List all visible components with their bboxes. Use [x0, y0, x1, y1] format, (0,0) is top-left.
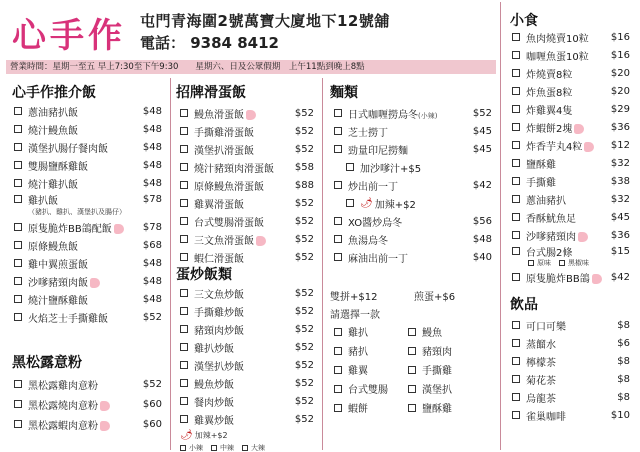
menu-sheet [4, 2, 636, 450]
checkbox[interactable] [14, 259, 22, 267]
list-item[interactable]: 日式咖喱撈烏冬(小辣) $52 [334, 104, 492, 122]
section-title-fried-rice: 蛋炒飯類 [176, 267, 232, 283]
checkbox[interactable] [14, 380, 22, 388]
checkbox[interactable] [180, 235, 188, 243]
checkbox[interactable] [14, 179, 22, 187]
checkbox[interactable] [512, 105, 520, 113]
list-item[interactable]: 台式雙腸滑蛋飯 $52 [180, 212, 314, 230]
list-item[interactable]: 芝士撈丁 $45 [334, 122, 492, 140]
option-item[interactable]: 雞翼 [334, 360, 408, 379]
option-item[interactable]: 雞扒 [334, 322, 408, 341]
checkbox[interactable] [180, 127, 188, 135]
checkbox[interactable] [408, 347, 416, 355]
list-item[interactable]: 雞中翼煎蛋飯 $48 [14, 254, 162, 272]
list-item[interactable]: 手撕雞炒飯 $52 [180, 302, 314, 320]
checkbox[interactable] [408, 404, 416, 412]
list-item[interactable]: 餐肉炒飯 $52 [180, 392, 314, 410]
checkbox[interactable] [346, 199, 354, 207]
list-item[interactable]: 雞翼滑蛋飯 $52 [180, 194, 314, 212]
recommend-hand-icon [90, 278, 100, 288]
checkbox[interactable] [408, 328, 416, 336]
section-title-pasta: 黑松露意粉 [12, 355, 82, 371]
list-item[interactable]: 手撕雞滑蛋飯 $52 [180, 122, 314, 140]
list-item[interactable]: 三文魚滑蛋飯 $52 [180, 230, 314, 248]
recommend-hand-icon [100, 401, 110, 411]
checkbox[interactable] [512, 123, 520, 131]
list-item[interactable]: 麻油出前一丁 $40 [334, 248, 492, 266]
snacks-list [512, 28, 630, 286]
list-item[interactable]: 炸魚蛋8粒 $20 [512, 82, 630, 100]
option-item[interactable]: 鹽酥雞 [408, 398, 478, 417]
recommend-hand-icon [584, 142, 594, 152]
checkbox[interactable] [512, 141, 520, 149]
list-item[interactable]: 勁量印尼撈麵 $45 [334, 140, 492, 158]
checkbox[interactable] [180, 397, 188, 405]
checkbox[interactable] [512, 231, 520, 239]
recommend-hand-icon [246, 110, 256, 120]
list-item[interactable]: 菊花茶 $8 [512, 370, 630, 388]
list-item[interactable]: 黑松露燒肉意粉 $60 [14, 394, 162, 414]
list-item-addon[interactable]: 加沙嗲汁+$5 [334, 158, 492, 176]
checkbox[interactable] [512, 195, 520, 203]
list-item[interactable]: 雞翼炒飯 $52 [180, 410, 314, 428]
checkbox[interactable] [180, 325, 188, 333]
checkbox[interactable] [334, 235, 342, 243]
checkbox[interactable] [14, 241, 22, 249]
checkbox[interactable] [334, 145, 342, 153]
checkbox[interactable] [512, 33, 520, 41]
spicy-addon: 🌶 加辣+$2 [180, 429, 228, 441]
list-item[interactable]: 香酥魷魚足 $45 [512, 208, 630, 226]
checkbox[interactable] [512, 411, 520, 419]
noodles-list [334, 104, 492, 266]
list-item[interactable]: 蒸餾水 $6 [512, 334, 630, 352]
checkbox[interactable] [180, 253, 188, 261]
checkbox[interactable] [180, 199, 188, 207]
checkbox[interactable] [180, 217, 188, 225]
checkbox[interactable] [211, 445, 217, 451]
list-item[interactable]: 雀巢咖啡 $10 [512, 406, 630, 424]
checkbox[interactable] [512, 213, 520, 221]
recommend-hand-icon [100, 421, 110, 431]
list-item[interactable]: XO醬炒烏冬 $56 [334, 212, 492, 230]
list-item[interactable]: 鰻魚炒飯 $52 [180, 374, 314, 392]
list-item[interactable]: 檸檬茶 $8 [512, 352, 630, 370]
option-item[interactable]: 豬頸肉 [408, 341, 478, 360]
checkbox[interactable] [408, 385, 416, 393]
checkbox[interactable] [14, 143, 22, 151]
checkbox[interactable] [14, 161, 22, 169]
list-item[interactable]: 原條鰻魚滑蛋飯 $88 [180, 176, 314, 194]
checkbox[interactable] [512, 51, 520, 59]
checkbox[interactable] [180, 109, 188, 117]
list-item[interactable]: 蝦仁滑蛋飯 $52 [180, 248, 314, 266]
list-item[interactable]: 炒出前一丁 $42 [334, 176, 492, 194]
recommend-hand-icon [574, 124, 584, 134]
section-title-noodles: 麵類 [330, 85, 358, 101]
list-item[interactable]: 炸香芋丸4粒 $12 [512, 136, 630, 154]
list-item[interactable]: 咖喱魚蛋10粒 $16 [512, 46, 630, 64]
checkbox[interactable] [334, 253, 342, 261]
checkbox[interactable] [512, 273, 520, 281]
list-item[interactable]: 漢堡扒腸仔餐肉飯 $48 [14, 138, 162, 156]
checkbox[interactable] [408, 366, 416, 374]
option-item[interactable]: 手撕雞 [408, 360, 478, 379]
list-item[interactable]: 炸蝦餅2塊 $36 [512, 118, 630, 136]
option-item[interactable]: 豬扒 [334, 341, 408, 360]
checkbox[interactable] [512, 375, 520, 383]
list-item[interactable]: 鹽酥雞 $32 [512, 154, 630, 172]
checkbox[interactable] [346, 163, 354, 171]
section-title-recommended: 心手作推介飯 [12, 85, 96, 101]
list-item[interactable]: 蔥油豬扒飯 $48 [14, 102, 162, 120]
sausage-flavor-row: 原味 黑椒味 [512, 258, 630, 268]
list-item[interactable]: 原隻脆炸BB鴿配飯 $78 [14, 218, 162, 236]
checkbox[interactable] [14, 400, 22, 408]
checkbox[interactable] [512, 159, 520, 167]
checkbox[interactable] [14, 223, 22, 231]
section-title-drinks: 飲品 [510, 297, 538, 313]
list-item[interactable]: 雞扒炒飯 $52 [180, 338, 314, 356]
checkbox[interactable] [334, 181, 342, 189]
checkbox[interactable] [180, 163, 188, 171]
item-note: （豬扒、雞扒、漢堡扒及腸仔） [28, 208, 126, 216]
opening-hours-banner: 營業時間：星期一至五 早上7:30至下午9:30 星期六、日及公眾假期 上午11點到晚上8點 [6, 60, 496, 74]
shop-logo: 心手作 [12, 16, 126, 56]
checkbox[interactable] [559, 260, 565, 266]
checkbox[interactable] [14, 295, 22, 303]
recommend-hand-icon [256, 236, 266, 246]
checkbox[interactable] [528, 260, 534, 266]
fried-egg-addon: 煎蛋+$6 [414, 292, 456, 303]
checkbox[interactable] [512, 393, 520, 401]
chili-icon: 🌶 [180, 429, 193, 441]
drinks-list [512, 316, 630, 424]
list-item[interactable]: 可口可樂 $8 [512, 316, 630, 334]
checkbox[interactable] [334, 109, 342, 117]
divider [322, 78, 323, 450]
option-item[interactable]: 蝦餅 [334, 398, 408, 417]
checkbox[interactable] [334, 347, 342, 355]
list-item[interactable]: 雙腸鹽酥雞飯 $48 [14, 156, 162, 174]
list-item[interactable]: 魚肉燒賣10粒 $16 [512, 28, 630, 46]
checkbox[interactable] [180, 415, 188, 423]
checkbox[interactable] [512, 177, 520, 185]
divider [170, 78, 171, 450]
checkbox[interactable] [512, 87, 520, 95]
list-item[interactable]: 手撕雞 $38 [512, 172, 630, 190]
checkbox[interactable] [334, 328, 342, 336]
recommend-hand-icon [578, 232, 588, 242]
list-item[interactable]: 三文魚炒飯 $52 [180, 284, 314, 302]
list-item[interactable]: 台式腸2條 $15 [512, 244, 630, 258]
chili-icon: 🌶 [360, 197, 373, 209]
list-item[interactable]: 燒汁鹽酥雞飯 $48 [14, 290, 162, 308]
checkbox[interactable] [14, 277, 22, 285]
checkbox[interactable] [180, 307, 188, 315]
list-item[interactable]: 漢堡扒炒飯 $52 [180, 356, 314, 374]
checkbox[interactable] [334, 366, 342, 374]
checkbox[interactable] [14, 420, 22, 428]
divider [500, 2, 501, 450]
list-item[interactable]: 燒汁豬頸肉滑蛋飯 $58 [180, 158, 314, 176]
recommend-hand-icon [114, 224, 124, 234]
checkbox[interactable] [242, 445, 248, 451]
list-item[interactable]: 黑松露雞肉意粉 $52 [14, 374, 162, 394]
list-item-addon[interactable]: 🌶 加辣+$2 [334, 194, 492, 212]
checkbox[interactable] [334, 404, 342, 412]
list-item[interactable]: 漢堡扒滑蛋飯 $52 [180, 140, 314, 158]
checkbox[interactable] [14, 195, 22, 203]
checkbox[interactable] [180, 379, 188, 387]
checkbox[interactable] [334, 217, 342, 225]
shop-address: 屯門青海圍2號萬寶大廈地下12號舖 [140, 12, 390, 30]
list-item[interactable]: 鰻魚滑蛋飯 $52 [180, 104, 314, 122]
checkbox[interactable] [180, 181, 188, 189]
choose-one-label: 請選擇一款 [330, 310, 380, 321]
checkbox[interactable] [334, 385, 342, 393]
checkbox[interactable] [180, 145, 188, 153]
checkbox[interactable] [14, 107, 22, 115]
checkbox[interactable] [512, 357, 520, 365]
list-item[interactable]: 雞扒飯 $78 [14, 192, 162, 206]
checkbox[interactable] [180, 445, 186, 451]
list-item[interactable]: 黑松露蝦肉意粉 $60 [14, 414, 162, 434]
checkbox[interactable] [334, 127, 342, 135]
checkbox[interactable] [512, 247, 520, 255]
section-title-snacks: 小食 [510, 13, 538, 29]
list-item[interactable]: 原隻脆炸BB鴿 $42 [512, 268, 630, 286]
pasta-list [14, 374, 162, 434]
option-item[interactable]: 漢堡扒 [408, 379, 478, 398]
section-title-egg-rice: 招牌滑蛋飯 [176, 85, 246, 101]
list-item[interactable]: 沙嗲豬頸肉飯 $48 [14, 272, 162, 290]
topping-options [334, 322, 478, 417]
egg-rice-list [180, 104, 314, 266]
checkbox[interactable] [180, 289, 188, 297]
list-item[interactable]: 豬頸肉炒飯 $52 [180, 320, 314, 338]
shop-phone: 電話： 9384 8412 [140, 34, 279, 52]
spicy-level-row: 小辣 中辣 大辣 [180, 442, 314, 452]
fried-rice-list [180, 284, 314, 452]
recommend-hand-icon [592, 274, 602, 284]
list-item[interactable]: 炸燒賣8粒 $20 [512, 64, 630, 82]
checkbox[interactable] [512, 339, 520, 347]
list-item[interactable]: 蔥油豬扒 $32 [512, 190, 630, 208]
checkbox[interactable] [180, 343, 188, 351]
double-addon: 雙拼+$12 [330, 292, 378, 303]
recommended-list [14, 102, 162, 326]
checkbox[interactable] [14, 125, 22, 133]
checkbox[interactable] [512, 69, 520, 77]
option-item[interactable]: 鰻魚 [408, 322, 478, 341]
option-item[interactable]: 台式雙腸 [334, 379, 408, 398]
list-item[interactable]: 火焰芝士手撕雞飯 $52 [14, 308, 162, 326]
list-item[interactable]: 原條鰻魚飯 $68 [14, 236, 162, 254]
checkbox[interactable] [180, 361, 188, 369]
list-item[interactable]: 沙嗲豬頸肉 $36 [512, 226, 630, 244]
list-item[interactable]: 燒汁雞扒飯 $48 [14, 174, 162, 192]
list-item[interactable]: 魚湯烏冬 $48 [334, 230, 492, 248]
list-item[interactable]: 烏龍茶 $8 [512, 388, 630, 406]
checkbox[interactable] [512, 321, 520, 329]
checkbox[interactable] [14, 313, 22, 321]
list-item[interactable]: 炸雞翼4隻 $29 [512, 100, 630, 118]
list-item[interactable]: 燒汁鰻魚飯 $48 [14, 120, 162, 138]
